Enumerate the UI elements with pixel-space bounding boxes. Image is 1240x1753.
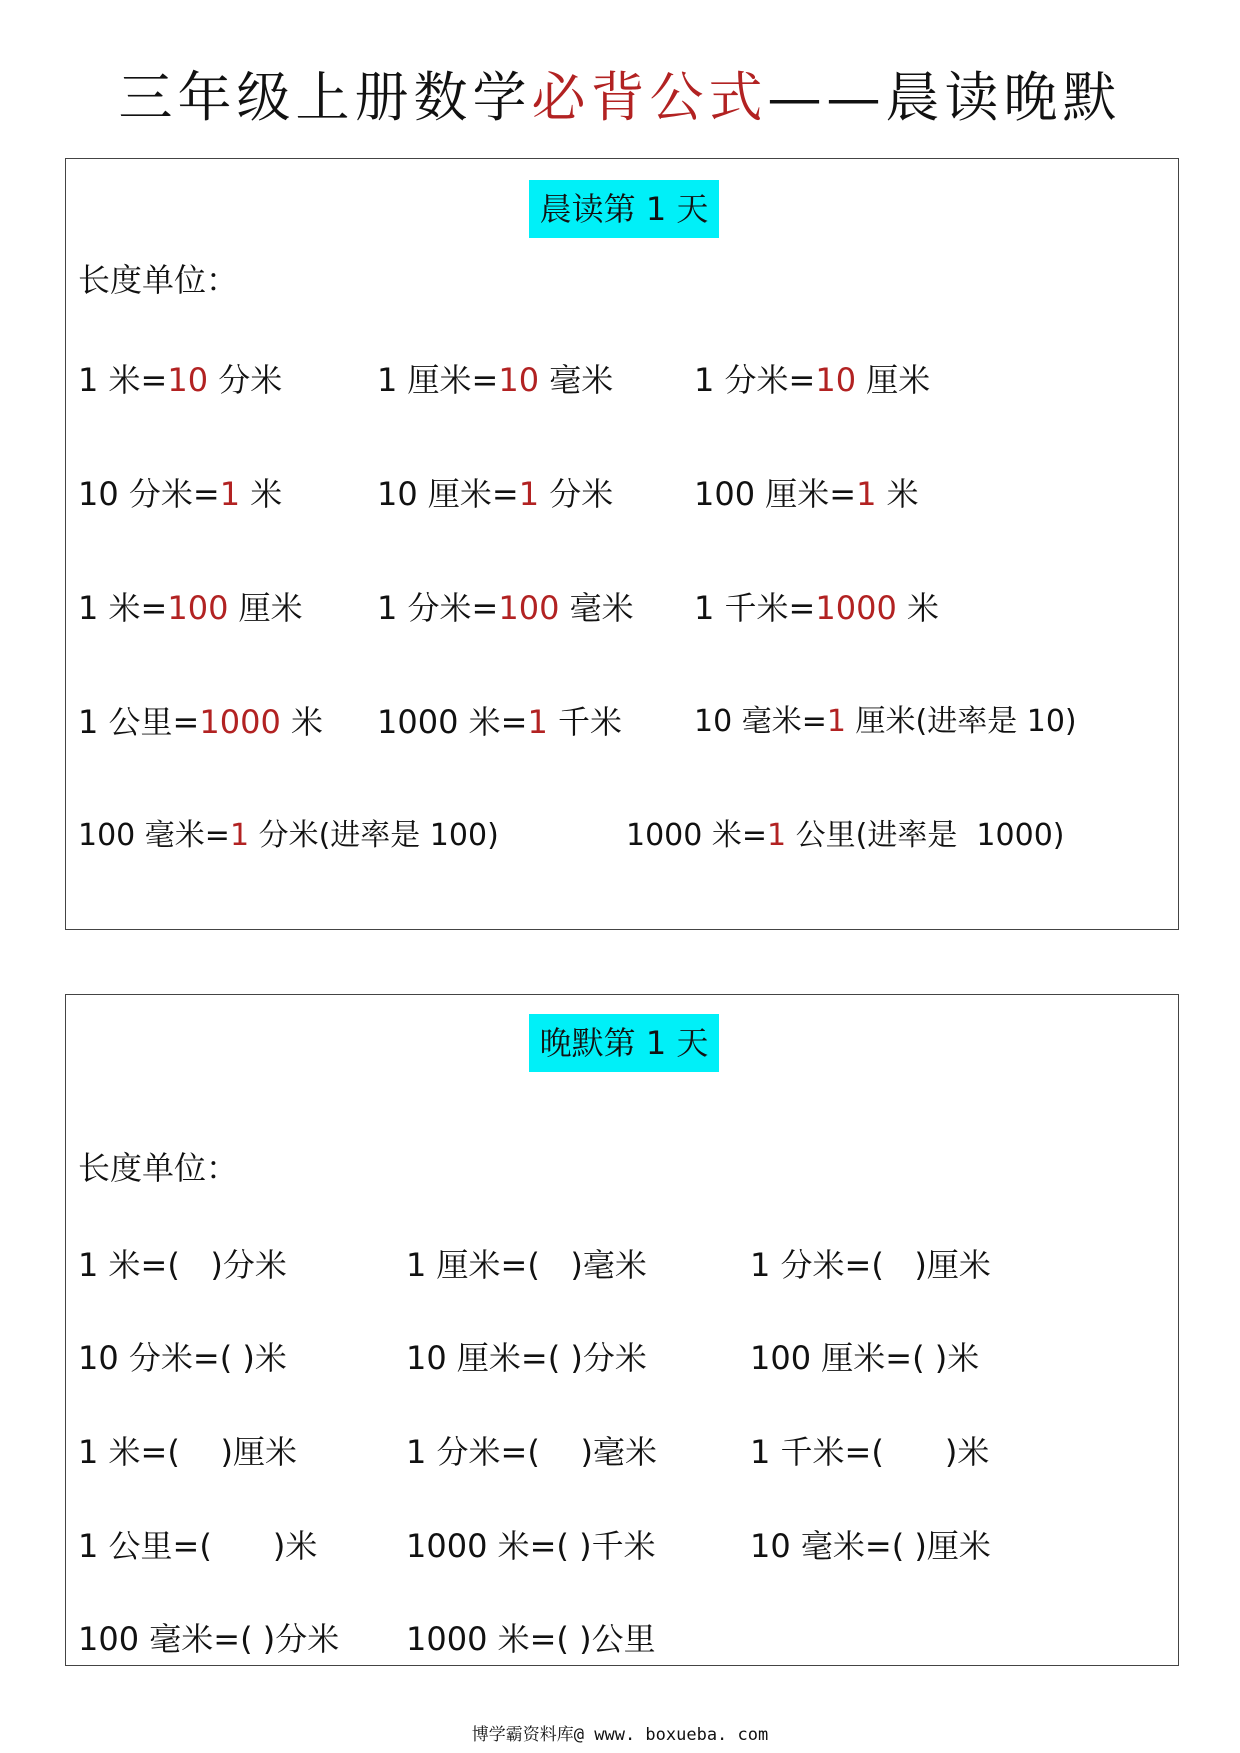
- morning-formula: 10 毫米=1 厘米(进率是 10): [694, 704, 1077, 739]
- evening-blank-formula: 1000 米=( )千米: [406, 1527, 656, 1565]
- evening-recall-box: [65, 994, 1179, 1666]
- title-part-1: 三年级上册数学: [118, 66, 532, 129]
- morning-formula: 1 米=100 厘米: [78, 589, 303, 627]
- morning-reading-box: [65, 158, 1179, 930]
- page-title: [0, 62, 1240, 134]
- evening-blank-formula: 10 分米=( )米: [78, 1339, 287, 1377]
- evening-section-label: 长度单位：: [78, 1149, 239, 1187]
- title-highlight: 必背公式: [531, 66, 768, 129]
- evening-blank-formula: 1 千米=( )米: [750, 1433, 990, 1471]
- morning-formula: 1000 米=1 公里(进率是 1000): [626, 818, 1065, 853]
- evening-blank-formula: 1 分米=( )毫米: [406, 1433, 658, 1471]
- morning-formula: 1 厘米=10 毫米: [377, 361, 614, 399]
- evening-blank-formula: 1 米=( )分米: [78, 1246, 287, 1284]
- morning-section-label: 长度单位：: [78, 261, 239, 299]
- morning-heading: 晨读第 1 天: [529, 180, 719, 238]
- title-part-3: ——晨读晚默: [767, 66, 1122, 129]
- evening-blank-formula: 100 毫米=( )分米: [78, 1620, 340, 1658]
- evening-heading: 晚默第 1 天: [529, 1014, 719, 1072]
- evening-blank-formula: 1 公里=( )米: [78, 1527, 318, 1565]
- evening-blank-formula: 10 毫米=( )厘米: [750, 1527, 991, 1565]
- morning-formula: 1 米=10 分米: [78, 361, 283, 399]
- morning-formula: 100 厘米=1 米: [694, 475, 919, 513]
- evening-blank-formula: 1 分米=( )厘米: [750, 1246, 991, 1284]
- morning-formula: 1 分米=10 厘米: [694, 361, 931, 399]
- morning-formula: 10 厘米=1 分米: [377, 475, 614, 513]
- morning-formula: 1 公里=1000 米: [78, 703, 323, 741]
- morning-formula: 1000 米=1 千米: [377, 703, 622, 741]
- morning-formula: 1 分米=100 毫米: [377, 589, 634, 627]
- morning-formula: 10 分米=1 米: [78, 475, 283, 513]
- morning-formula: 100 毫米=1 分米(进率是 100): [78, 818, 499, 853]
- evening-blank-formula: 100 厘米=( )米: [750, 1339, 980, 1377]
- evening-blank-formula: 10 厘米=( )分米: [406, 1339, 647, 1377]
- morning-formula: 1 千米=1000 米: [694, 589, 939, 627]
- evening-blank-formula: 1000 米=( )公里: [406, 1620, 656, 1658]
- evening-blank-formula: 1 米=( )厘米: [78, 1433, 298, 1471]
- evening-blank-formula: 1 厘米=( )毫米: [406, 1246, 647, 1284]
- footer-watermark: 博学霸资料库@ www. boxueba. com: [471, 1725, 769, 1745]
